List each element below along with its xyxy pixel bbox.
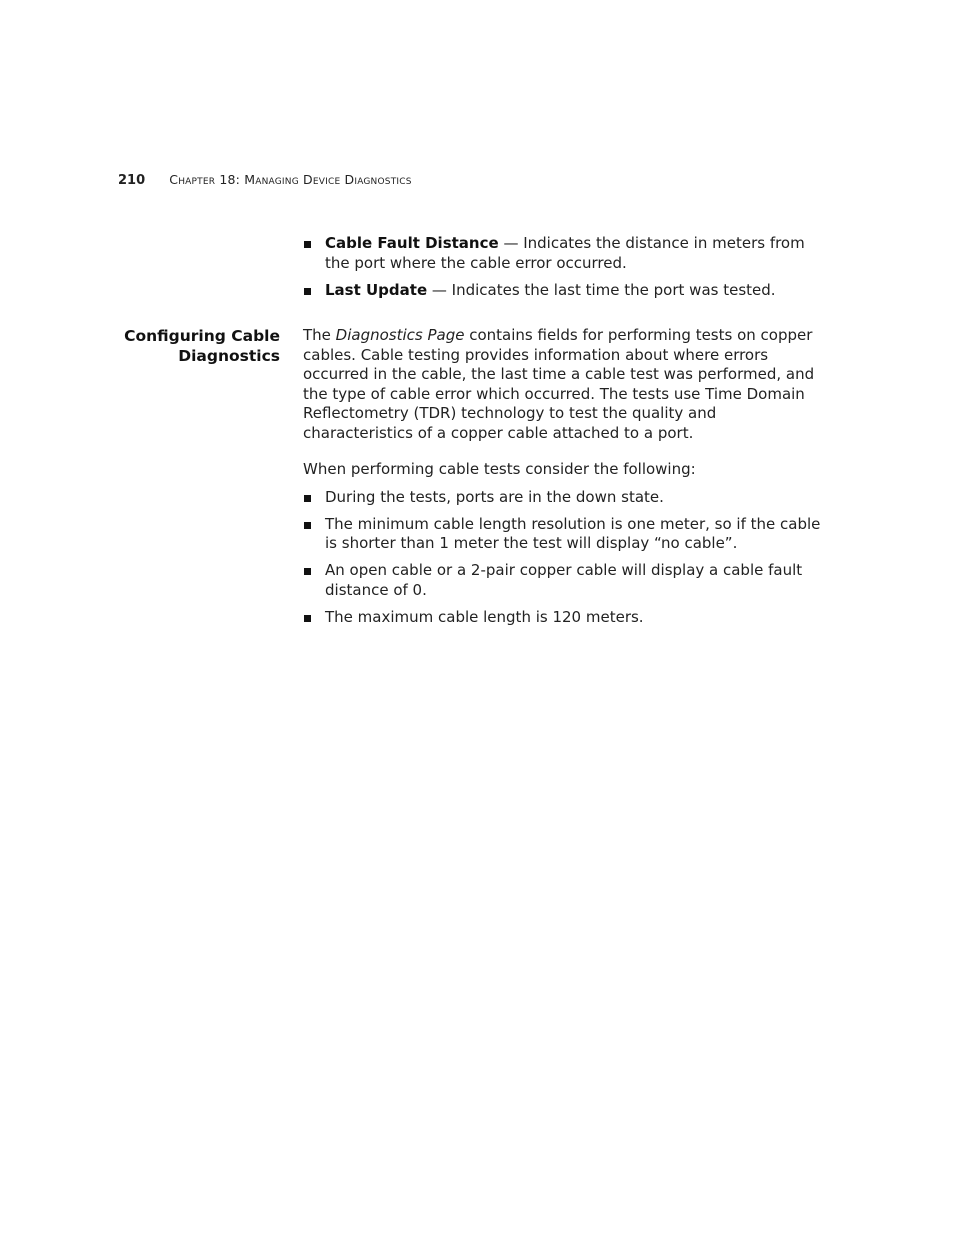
section-heading	[100, 326, 280, 366]
section-heading-line1: Configuring Cable	[124, 327, 280, 345]
list-item	[303, 281, 823, 301]
term-last-update: Last Update	[325, 280, 428, 299]
section-heading-line2: Diagnostics	[178, 347, 280, 365]
chapter-title: Chapter 18: Managing Device Diagnostics	[169, 172, 412, 187]
list-item	[303, 515, 823, 554]
list-item	[303, 488, 823, 508]
field-description-list	[303, 234, 823, 300]
bullet-square-icon	[304, 288, 311, 295]
field-descriptions	[303, 234, 823, 308]
consideration-text: During the tests, ports are in the down state.	[325, 487, 664, 506]
description-cable-fault-distance: — Indicates the distance in meters from the port where the cable error occurred.	[325, 234, 805, 272]
page-number: 210	[118, 173, 146, 188]
consideration-text: The minimum cable length resolution is one meter, so if the cable is shorter than 1 meter the test will display “no cable”.	[325, 514, 821, 552]
diagnostics-page-reference: Diagnostics Page	[335, 326, 465, 344]
intro-rest: contains fields for performing tests on copper cables. Cable testing provides information about where errors occurred in the cable, the last time a cable test was performed, and the type of cable error which occurred. The tests use Time Domain Reflectometry (TDR) technology to test the quality and characteristics of a copper cable attached to a port.	[303, 326, 815, 442]
bullet-square-icon	[304, 568, 311, 575]
section-body	[303, 326, 823, 635]
consider-paragraph: When performing cable tests consider the following:	[303, 460, 696, 478]
consideration-text: An open cable or a 2-pair copper cable will display a cable fault distance of 0.	[325, 561, 803, 599]
intro-paragraph	[303, 326, 823, 443]
list-item	[303, 234, 823, 273]
page-header	[118, 171, 412, 190]
list-item	[303, 608, 823, 628]
bullet-square-icon	[304, 522, 311, 529]
description-last-update: — Indicates the last time the port was tested.	[427, 280, 776, 299]
bullet-square-icon	[304, 615, 311, 622]
bullet-square-icon	[304, 241, 311, 248]
consideration-text: The maximum cable length is 120 meters.	[325, 607, 644, 626]
list-item	[303, 561, 823, 600]
bullet-square-icon	[304, 495, 311, 502]
consideration-list	[303, 488, 823, 628]
term-cable-fault-distance: Cable Fault Distance	[325, 234, 499, 252]
intro-prefix: The	[303, 326, 336, 344]
